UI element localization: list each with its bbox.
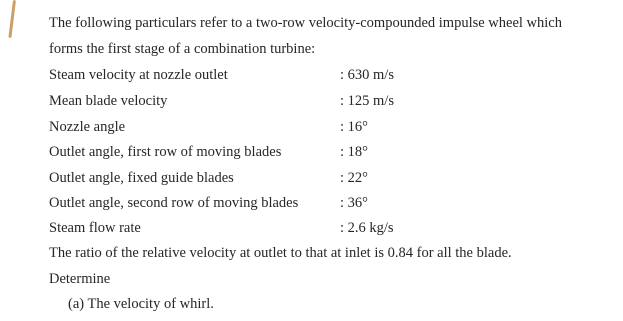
intro-line-1: The following particulars refer to a two-row velocity-compounded impulse wheel which: [49, 15, 562, 31]
intro-line-2: forms the first stage of a combination turbine:: [49, 41, 316, 57]
particular-value-second-row-outlet: : 36°: [340, 195, 368, 211]
particular-value-steam-velocity: : 630 m/s: [340, 67, 394, 83]
particular-label-nozzle-angle: Nozzle angle: [49, 119, 126, 135]
particular-value-blade-velocity: : 125 m/s: [340, 93, 394, 109]
ratio-statement: The ratio of the relative velocity at outlet to that at inlet is 0.84 for all the blade.: [49, 245, 512, 261]
determine-heading: Determine: [49, 271, 111, 287]
part-a: (a) The velocity of whirl.: [68, 296, 214, 312]
particular-value-guide-blade-outlet: : 22°: [340, 170, 368, 186]
particular-label-blade-velocity: Mean blade velocity: [49, 93, 168, 109]
particular-label-first-row-outlet: Outlet angle, first row of moving blades: [49, 144, 282, 160]
particular-label-second-row-outlet: Outlet angle, second row of moving blades: [49, 195, 299, 211]
particular-label-steam-velocity: Steam velocity at nozzle outlet: [49, 67, 228, 83]
particular-value-nozzle-angle: : 16°: [340, 119, 368, 135]
margin-mark: [8, 0, 16, 38]
particular-value-first-row-outlet: : 18°: [340, 144, 368, 160]
particular-label-guide-blade-outlet: Outlet angle, fixed guide blades: [49, 170, 234, 186]
particular-label-steam-flow: Steam flow rate: [49, 220, 141, 236]
particular-value-steam-flow: : 2.6 kg/s: [340, 220, 394, 236]
